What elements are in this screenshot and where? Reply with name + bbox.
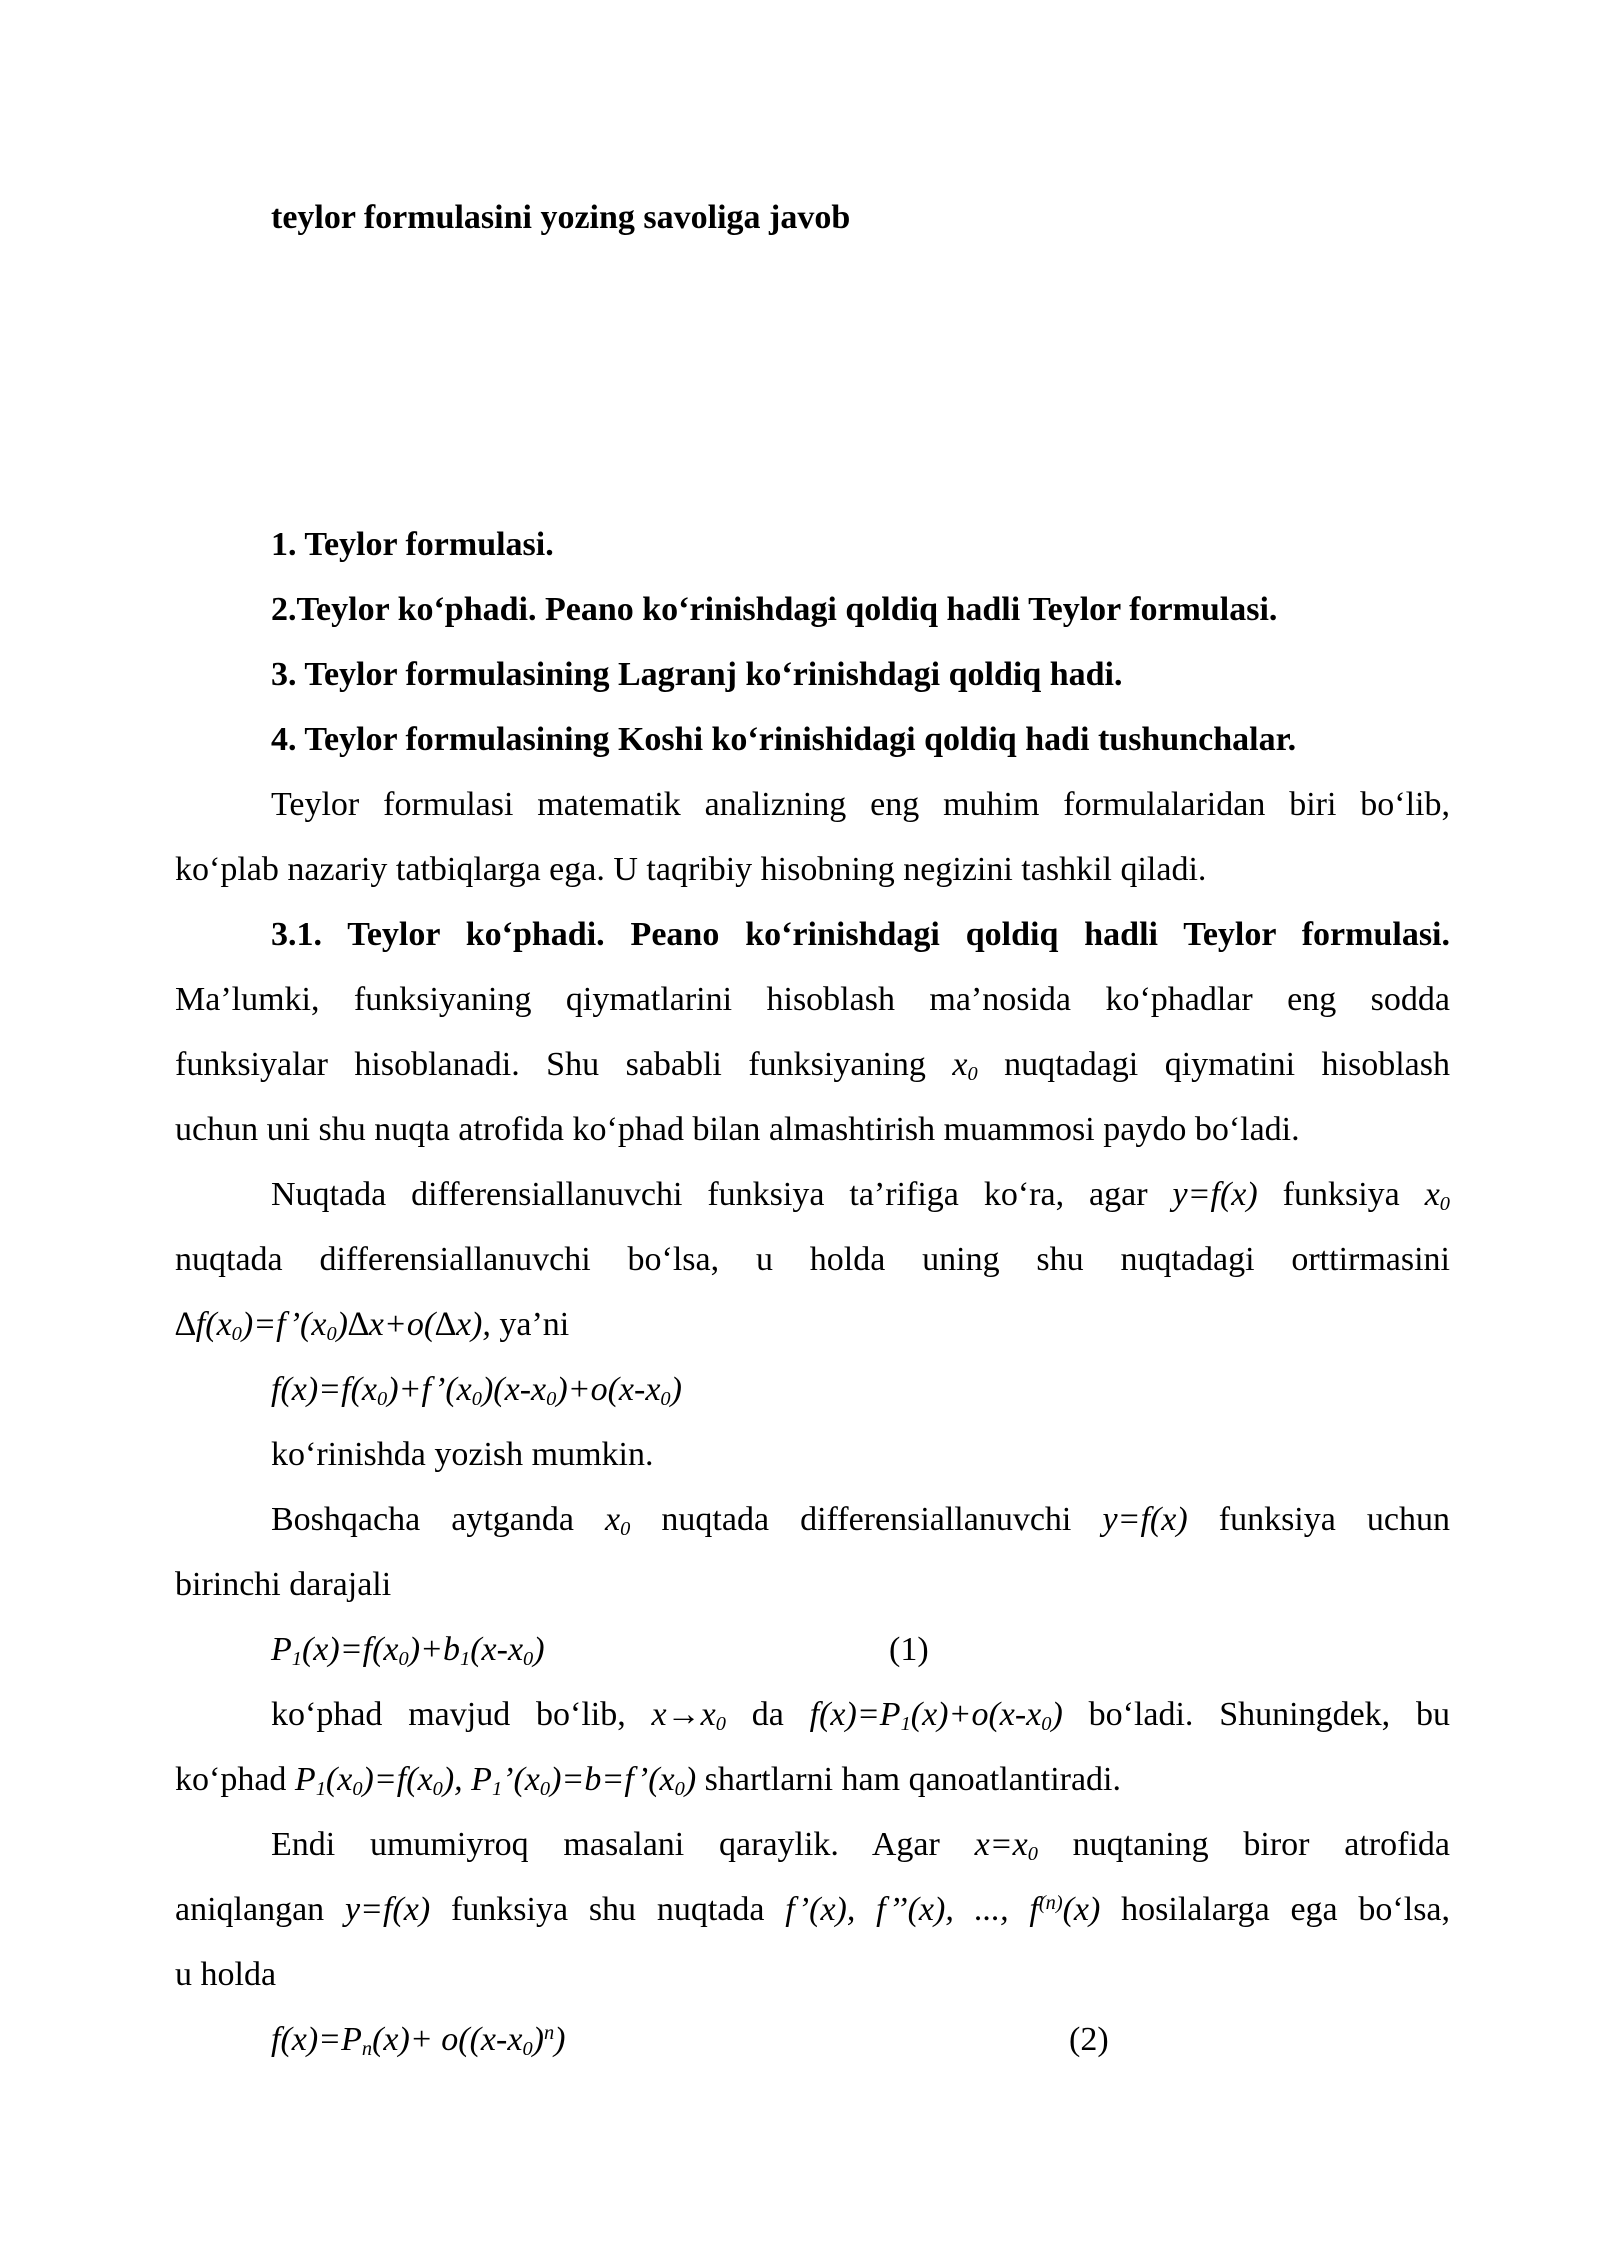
paragraph-3-line-2: birinchi darajali xyxy=(175,1566,392,1603)
paragraph-1-line-1: Ma’lumki, funksiyaning qiymatlarini hisoblash ma’nosida ko‘phadlar eng sodda xyxy=(175,981,1450,1018)
paragraph-1-line-3: uchun uni shu nuqta atrofida ko‘phad bilan almashtirish muammosi paydo bo‘ladi. xyxy=(175,1111,1300,1148)
formula-increment: $f(x)=f(x_0)+f’(x_0)(x-x_0)+o(x-x_0)$ xyxy=(271,1371,682,1411)
equation-number-1: (1) xyxy=(889,1631,929,1668)
paragraph-4-line-1: ko‘phad mavjud bo‘lib, $x\to x_0$ da $f(x)=P_1(x)+o(x-x_0)$ bo‘ladi. Shuningdek, bu xyxy=(271,1696,1450,1736)
topic-item-2: 2.Teylor ko‘phadi. Peano ko‘rinishdagi qoldiq hadli Teylor formulasi. xyxy=(271,591,1278,628)
intro-line-2: ko‘plab nazariy tatbiqlarga ega. U taqribiy hisobning negizini tashkil qiladi. xyxy=(175,851,1207,888)
formula-1: $P_1(x)=f(x_0)+b_1(x-x_0)$ xyxy=(271,1631,545,1671)
paragraph-1-line-2: funksiyalar hisoblanadi. Shu sababli funksiyaning $x_0$ nuqtadagi qiymatini hisoblash xyxy=(175,1046,1450,1086)
paragraph-3-line-1: Boshqacha aytganda $x_0$ nuqtada differensiallanuvchi y=f(x) funksiya uchun xyxy=(271,1501,1450,1541)
section-heading: 3.1. Teylor ko‘phadi. Peano ko‘rinishdagi qoldiq hadli Teylor formulasi. xyxy=(271,916,1450,953)
topic-item-1: 1. Teylor formulasi. xyxy=(271,526,554,563)
paragraph-5-line-2: aniqlangan y=f(x) funksiya shu nuqtada f’(x), f’’(x), ..., $f^{(n)}(x)$ hosilalarga ega bo‘lsa, xyxy=(175,1891,1451,1928)
paragraph-4-line-2: ko‘phad $P_1(x_0)=f(x_0)$, $P_1’(x_0)=b=f’(x_0)$ shartlarni ham qanoatlantiradi. xyxy=(175,1761,1122,1801)
intro-line-1: Teylor formulasi matematik analizning eng muhim formulalaridan biri bo‘lib, xyxy=(271,786,1450,823)
paragraph-5-line-1: Endi umumiyroq masalani qaraylik. Agar $x=x_0$ nuqtaning biror atrofida xyxy=(271,1826,1450,1866)
page-title: teylor formulasini yozing savoliga javob xyxy=(271,199,851,236)
paragraph-2-line-2: nuqtada differensiallanuvchi bo‘lsa, u holda uning shu nuqtadagi orttirmasini xyxy=(175,1241,1450,1278)
topic-item-4: 4. Teylor formulasining Koshi ko‘rinishidagi qoldiq hadi tushunchalar. xyxy=(271,721,1297,758)
paragraph-5-line-3: u holda xyxy=(175,1956,277,1993)
equation-number-2: (2) xyxy=(1069,2021,1109,2058)
topic-item-3: 3. Teylor formulasining Lagranj ko‘rinishdagi qoldiq hadi. xyxy=(271,656,1123,693)
after-formula-text: ko‘rinishda yozish mumkin. xyxy=(271,1436,654,1473)
formula-2: $f(x)=P_n(x)+ o((x-x_0)^n)$ xyxy=(271,2021,566,2061)
paragraph-2-line-1: Nuqtada differensiallanuvchi funksiya ta’rifiga ko‘ra, agar y=f(x) funksiya $x_0$ xyxy=(271,1176,1450,1216)
paragraph-2-line-3: $\Delta f(x_0)=f’(x_0)\Delta x+o(\Delta x)$, ya’ni xyxy=(175,1306,570,1346)
